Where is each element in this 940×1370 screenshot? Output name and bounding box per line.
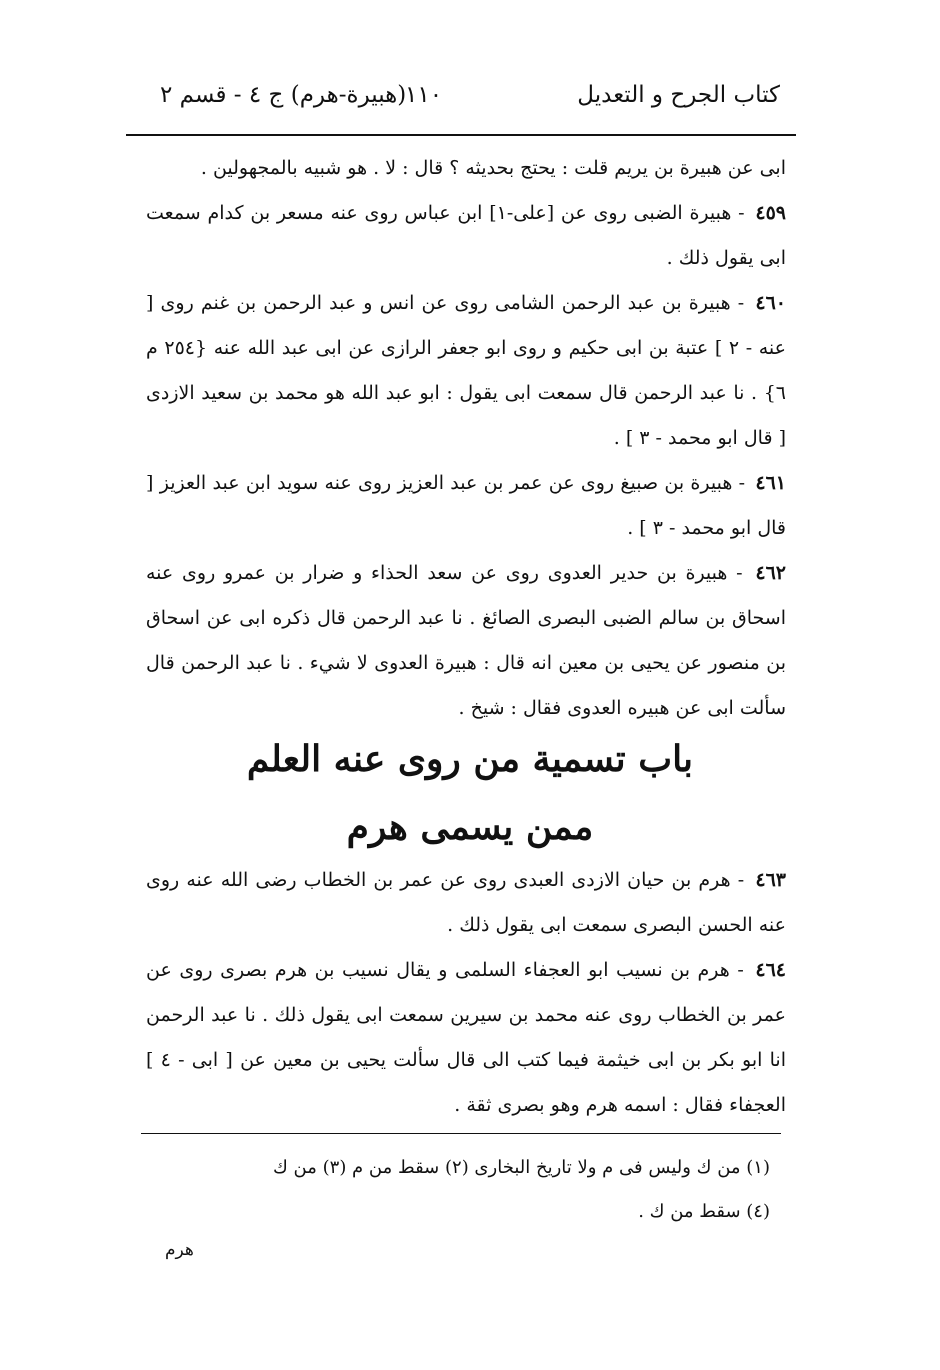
footnote-line-2: (٤) سقط من ك . xyxy=(638,1201,770,1222)
header-rule xyxy=(126,134,796,136)
book-title: كتاب الجرح و التعديل xyxy=(577,82,780,108)
section-label: (هبيرة-هرم) ج ٤ - قسم ٢ xyxy=(160,82,407,108)
entry-number: ٤٦١ xyxy=(755,472,786,494)
running-header xyxy=(140,82,780,122)
page-number: ١١٠ xyxy=(405,82,443,108)
entry-text: - هرم بن نسيب ابو العجفاء السلمى و يقال نسيب بن هرم بصرى روى عن عمر بن الخطاب روى عنه محمد بن سيرين سمعت ابى يقول ذلك . نا عبد الرحمن انا ابو بكر بن ابى خيثمة فيما كتب الى قال سألت يحيى بن معين عن [ ابى - ٤ ] العجفاء فقال : اسمه هرم وهو بصرى ثقة . xyxy=(146,959,786,1116)
entry-text: - هبيرة الضبى روى عن [على-١] ابن عباس روى عنه مسعر بن كدام سمعت ابى يقول ذلك . xyxy=(146,202,786,269)
entry-text: - هبيرة بن عبد الرحمن الشامى روى عن انس و عبد الرحمن بن غنم روى [ عنه - ٢ ] عتبة بن ابى حكيم و روى ابو جعفر الرازى عن ابى عبد الله عنه {٢٥٤ م ٦} . نا عبد الرحمن قال سمعت ابى يقول : ابو عبد الله هو محمد بن سعيد الازدى [ قال ابو محمد - ٣ ] . xyxy=(146,292,786,449)
entry-464 xyxy=(146,948,786,1128)
entry-text: ابى عن هبيرة بن يريم قلت : يحتج بحديثه ؟ قال : لا . هو شبيه بالمجهولين . xyxy=(200,157,786,179)
chapter-heading: باب تسمية من روى عنه العلم xyxy=(246,738,694,780)
entry-460 xyxy=(146,281,786,461)
entry-462 xyxy=(146,551,786,731)
footnote-rule xyxy=(141,1133,781,1134)
footnote-line-1: (١) من ك وليس فى م ولا تاريخ البخارى (٢) سقط من م (٣) من ك xyxy=(272,1157,770,1178)
entry-463 xyxy=(146,858,786,948)
entry-text: - هبيرة بن صبيغ روى عن عمر بن عبد العزيز روى عنه سويد ابن عبد العزيز [ قال ابو محمد - ٣ ] . xyxy=(146,472,786,539)
entry-number: ٤٦٣ xyxy=(755,869,786,891)
entry-number: ٤٦٢ xyxy=(755,562,786,584)
entry-text: - هبيرة بن حدير العدوى روى عن سعد الحذاء و ضرار بن عمرو روى عنه اسحاق بن سالم الضبى البصرى الصائغ . نا عبد الرحمن قال ذكره ابى عن اسحاق بن منصور عن يحيى بن معين انه قال : هبيرة العدوى لا شيء . نا عبد الرحمن قال سألت ابى عن هبيره العدوى فقال : شيخ . xyxy=(146,562,786,719)
entry-text: - هرم بن حيان الازدى العبدى روى عن عمر بن الخطاب رضى الله عنه روى عنه الحسن البصرى سمعت ابى يقول ذلك . xyxy=(146,869,786,936)
chapter-subheading: ممن يسمى هرم xyxy=(346,806,594,848)
entry-number: ٤٦٠ xyxy=(755,292,786,314)
catchword: هرم xyxy=(165,1240,194,1260)
entry-461 xyxy=(146,461,786,551)
entry-number: ٤٦٤ xyxy=(755,959,787,981)
entry-459 xyxy=(146,191,786,281)
entry-number: ٤٥٩ xyxy=(755,202,786,224)
entry-continuation xyxy=(146,146,786,191)
